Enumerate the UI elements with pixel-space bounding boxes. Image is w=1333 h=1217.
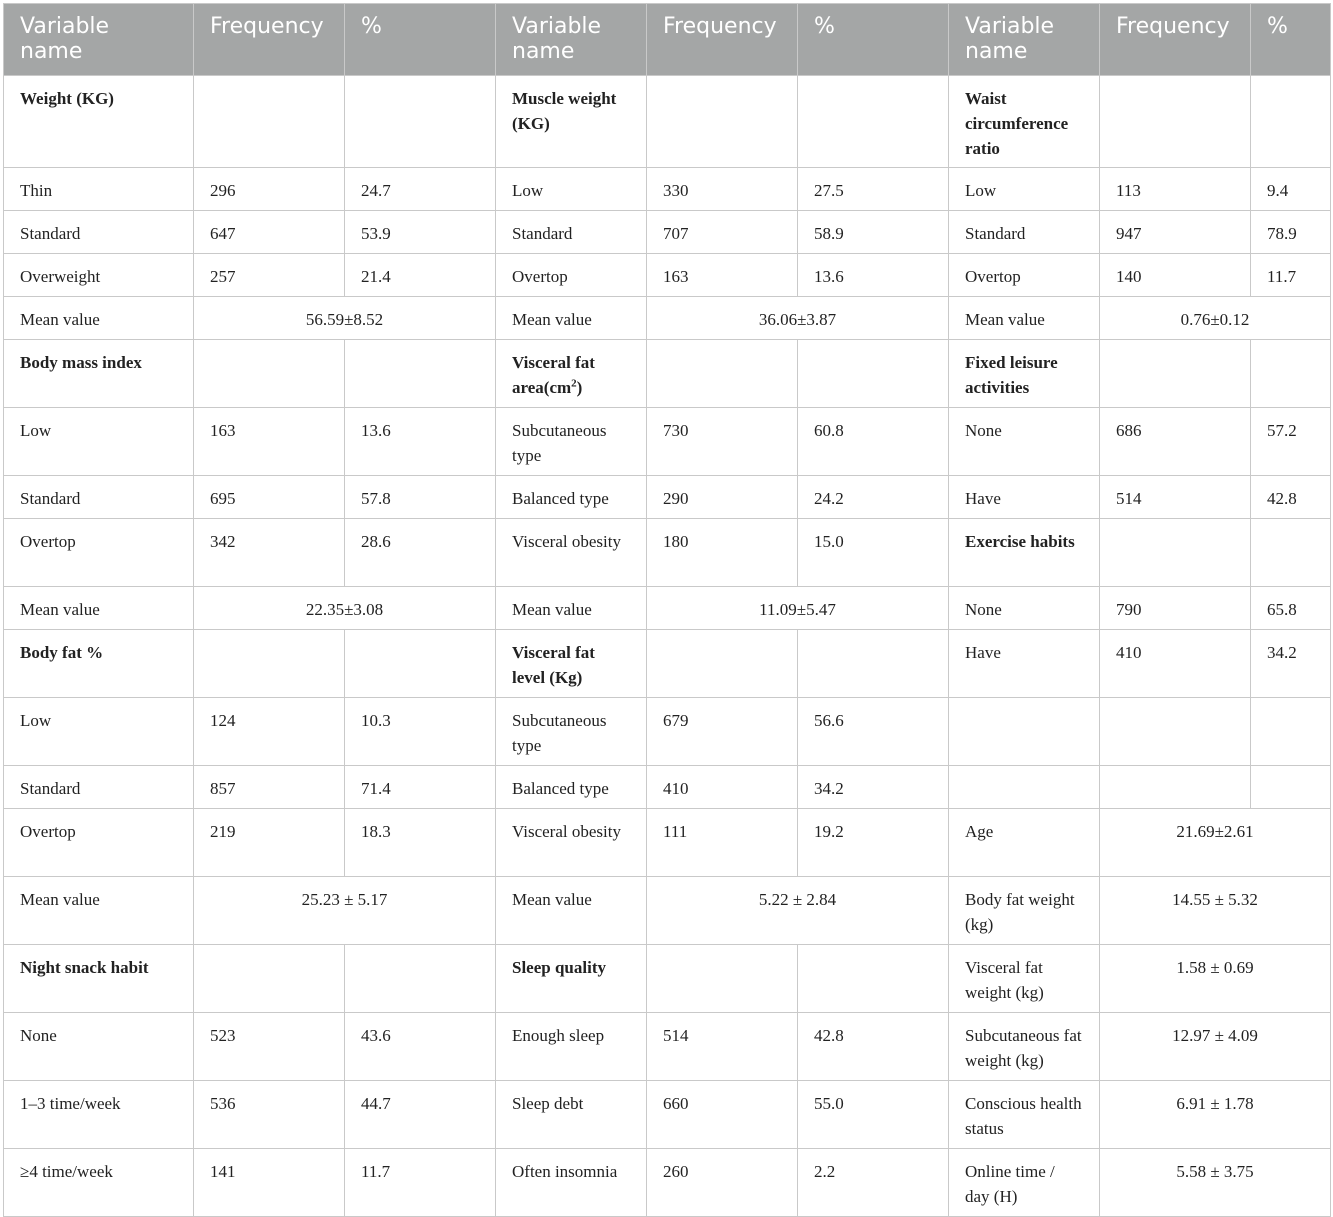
- table-cell: ≥4 time/week: [4, 1149, 194, 1217]
- data-table: [3, 3, 1331, 1217]
- table-cell: [345, 340, 496, 408]
- table-cell: 57.8: [345, 476, 496, 519]
- table-cell: 180: [647, 519, 798, 587]
- table-cell: [345, 630, 496, 698]
- table-cell: Mean value: [496, 587, 647, 630]
- table-cell: Body mass index: [4, 340, 194, 408]
- table-cell: [647, 76, 798, 168]
- table-cell: 43.6: [345, 1013, 496, 1081]
- table-cell: [194, 630, 345, 698]
- table-cell: 19.2: [798, 809, 949, 877]
- table-cell: Low: [4, 408, 194, 476]
- table-cell: 13.6: [345, 408, 496, 476]
- table-cell: Have: [949, 630, 1100, 698]
- table-cell: 219: [194, 809, 345, 877]
- table-cell: 71.4: [345, 766, 496, 809]
- table-cell: 730: [647, 408, 798, 476]
- table-header: [4, 4, 1331, 76]
- table-cell: 1–3 time/week: [4, 1081, 194, 1149]
- column-header: Variable name: [949, 4, 1100, 76]
- table-cell: [1100, 519, 1251, 587]
- table-cell: 9.4: [1251, 168, 1331, 211]
- table-row: [4, 254, 1331, 297]
- table-cell: 42.8: [1251, 476, 1331, 519]
- table-cell: 11.7: [1251, 254, 1331, 297]
- table-cell: Visceral fat $area(cm^2)$: [496, 340, 647, 408]
- table-cell: 24.2: [798, 476, 949, 519]
- table-cell: None: [4, 1013, 194, 1081]
- table-cell: [345, 945, 496, 1013]
- table-cell: [1251, 698, 1331, 766]
- table-cell: Balanced type: [496, 766, 647, 809]
- table-cell: Visceral obesity: [496, 809, 647, 877]
- table-cell: 0.76±0.12: [1100, 297, 1331, 340]
- table-cell: 56.59±8.52: [194, 297, 496, 340]
- table-cell: 260: [647, 1149, 798, 1217]
- table-cell: [647, 945, 798, 1013]
- column-header: %: [345, 4, 496, 76]
- table-cell: 410: [1100, 630, 1251, 698]
- column-header: %: [1251, 4, 1331, 76]
- table-row: [4, 945, 1331, 1013]
- table-cell: 330: [647, 168, 798, 211]
- table-cell: 60.8: [798, 408, 949, 476]
- table-cell: 21.4: [345, 254, 496, 297]
- table-cell: 410: [647, 766, 798, 809]
- column-header: Variable name: [4, 4, 194, 76]
- table-row: [4, 76, 1331, 168]
- column-header: Frequency: [1100, 4, 1251, 76]
- superscript: 2: [571, 377, 577, 390]
- table-cell: 34.2: [1251, 630, 1331, 698]
- table-cell: 141: [194, 1149, 345, 1217]
- table-cell: 78.9: [1251, 211, 1331, 254]
- table-cell: [949, 766, 1100, 809]
- table-cell: Muscle weight (KG): [496, 76, 647, 168]
- table-cell: 53.9: [345, 211, 496, 254]
- table-cell: Standard: [4, 766, 194, 809]
- table-cell: 58.9: [798, 211, 949, 254]
- table-cell: 14.55 ± 5.32: [1100, 877, 1331, 945]
- table-cell: 36.06±3.87: [647, 297, 949, 340]
- table-cell: [1100, 766, 1251, 809]
- table-cell: 11.09±5.47: [647, 587, 949, 630]
- table-cell: Balanced type: [496, 476, 647, 519]
- table-cell: 25.23 ± 5.17: [194, 877, 496, 945]
- table-cell: 514: [647, 1013, 798, 1081]
- table-cell: Overtop: [4, 809, 194, 877]
- table-cell: [194, 945, 345, 1013]
- table-cell: 12.97 ± 4.09: [1100, 1013, 1331, 1081]
- table-cell: Standard: [949, 211, 1100, 254]
- table-cell: 947: [1100, 211, 1251, 254]
- table-cell: Mean value: [949, 297, 1100, 340]
- table-cell: Subcutaneous type: [496, 698, 647, 766]
- table-cell: 57.2: [1251, 408, 1331, 476]
- table-cell: 13.6: [798, 254, 949, 297]
- table-cell: Online time / day (H): [949, 1149, 1100, 1217]
- table-cell: Have: [949, 476, 1100, 519]
- table-cell: 22.35±3.08: [194, 587, 496, 630]
- table-cell: Overtop: [496, 254, 647, 297]
- table-cell: Weight (KG): [4, 76, 194, 168]
- column-header: Variable name: [496, 4, 647, 76]
- table-cell: [798, 340, 949, 408]
- table-cell: 2.2: [798, 1149, 949, 1217]
- cell-suffix: ): [576, 378, 583, 397]
- table-cell: Mean value: [496, 297, 647, 340]
- table-cell: Standard: [496, 211, 647, 254]
- table-cell: 18.3: [345, 809, 496, 877]
- table-cell: 707: [647, 211, 798, 254]
- table-cell: 56.6: [798, 698, 949, 766]
- table-body: [4, 76, 1331, 1217]
- table-cell: Night snack habit: [4, 945, 194, 1013]
- table-cell: 140: [1100, 254, 1251, 297]
- table-cell: 65.8: [1251, 587, 1331, 630]
- table-cell: Thin: [4, 168, 194, 211]
- table-cell: 111: [647, 809, 798, 877]
- table-cell: 695: [194, 476, 345, 519]
- table-cell: Standard: [4, 476, 194, 519]
- table-cell: Exercise habits: [949, 519, 1100, 587]
- table-cell: [194, 340, 345, 408]
- table-cell: [194, 76, 345, 168]
- table-cell: 21.69±2.61: [1100, 809, 1331, 877]
- table-cell: Overtop: [4, 519, 194, 587]
- table-cell: Mean value: [4, 587, 194, 630]
- table-cell: Subcutaneous fat weight (kg): [949, 1013, 1100, 1081]
- table-cell: 290: [647, 476, 798, 519]
- table-cell: Mean value: [4, 877, 194, 945]
- table-cell: [1251, 766, 1331, 809]
- table-cell: 6.91 ± 1.78: [1100, 1081, 1331, 1149]
- table-cell: 113: [1100, 168, 1251, 211]
- table-cell: Mean value: [496, 877, 647, 945]
- column-header: %: [798, 4, 949, 76]
- table-cell: 10.3: [345, 698, 496, 766]
- table-cell: 27.5: [798, 168, 949, 211]
- table-cell: 34.2: [798, 766, 949, 809]
- table-cell: 686: [1100, 408, 1251, 476]
- table-cell: [1251, 76, 1331, 168]
- table-cell: Visceral obesity: [496, 519, 647, 587]
- table-cell: Sleep debt: [496, 1081, 647, 1149]
- table-cell: Low: [949, 168, 1100, 211]
- table-cell: 647: [194, 211, 345, 254]
- table-row: [4, 1013, 1331, 1081]
- table-cell: [1100, 698, 1251, 766]
- table-cell: 163: [647, 254, 798, 297]
- table-cell: Mean value: [4, 297, 194, 340]
- table-cell: Standard: [4, 211, 194, 254]
- table-cell: [949, 698, 1100, 766]
- table-cell: None: [949, 408, 1100, 476]
- table-cell: 660: [647, 1081, 798, 1149]
- table-row: [4, 340, 1331, 408]
- table-cell: 5.58 ± 3.75: [1100, 1149, 1331, 1217]
- table-cell: [1100, 340, 1251, 408]
- table-cell: 679: [647, 698, 798, 766]
- table-cell: 5.22 ± 2.84: [647, 877, 949, 945]
- table-cell: None: [949, 587, 1100, 630]
- table-cell: 28.6: [345, 519, 496, 587]
- table-cell: 342: [194, 519, 345, 587]
- table-cell: [798, 945, 949, 1013]
- table-cell: Low: [496, 168, 647, 211]
- table-row: [4, 587, 1331, 630]
- table-cell: Fixed leisure activities: [949, 340, 1100, 408]
- table-cell: 163: [194, 408, 345, 476]
- table-cell: Visceral fat level (Kg): [496, 630, 647, 698]
- table-cell: 523: [194, 1013, 345, 1081]
- table-cell: Low: [4, 698, 194, 766]
- table-row: [4, 519, 1331, 587]
- table-cell: 257: [194, 254, 345, 297]
- table-row: [4, 877, 1331, 945]
- table-cell: 857: [194, 766, 345, 809]
- table-cell: 44.7: [345, 1081, 496, 1149]
- table-cell: 124: [194, 698, 345, 766]
- table-cell: [1100, 76, 1251, 168]
- table-cell: 296: [194, 168, 345, 211]
- table-cell: [798, 76, 949, 168]
- table-row: [4, 766, 1331, 809]
- column-header: Frequency: [194, 4, 345, 76]
- table-cell: [1251, 340, 1331, 408]
- table-cell: 24.7: [345, 168, 496, 211]
- table-cell: Visceral fat weight (kg): [949, 945, 1100, 1013]
- table-cell: Overtop: [949, 254, 1100, 297]
- table-cell: Body fat weight (kg): [949, 877, 1100, 945]
- table-cell: [647, 630, 798, 698]
- table-row: [4, 630, 1331, 698]
- table-cell: 42.8: [798, 1013, 949, 1081]
- table-cell: 11.7: [345, 1149, 496, 1217]
- table-cell: 790: [1100, 587, 1251, 630]
- table-cell: Overweight: [4, 254, 194, 297]
- table-cell: Conscious health status: [949, 1081, 1100, 1149]
- column-header: Frequency: [647, 4, 798, 76]
- table-cell: 1.58 ± 0.69: [1100, 945, 1331, 1013]
- table-row: [4, 809, 1331, 877]
- table-cell: Subcutaneous type: [496, 408, 647, 476]
- table-cell: [798, 630, 949, 698]
- table-cell: Enough sleep: [496, 1013, 647, 1081]
- table-cell: Sleep quality: [496, 945, 647, 1013]
- table-row: [4, 211, 1331, 254]
- table-row: [4, 1081, 1331, 1149]
- table-row: [4, 168, 1331, 211]
- table-cell: Often insomnia: [496, 1149, 647, 1217]
- table-cell: 55.0: [798, 1081, 949, 1149]
- table-cell: Age: [949, 809, 1100, 877]
- table-cell: 536: [194, 1081, 345, 1149]
- table-row: [4, 698, 1331, 766]
- table-cell: [345, 76, 496, 168]
- table-cell: Waist circumference ratio: [949, 76, 1100, 168]
- table-cell: [647, 340, 798, 408]
- table-cell: 514: [1100, 476, 1251, 519]
- table-cell: Body fat %: [4, 630, 194, 698]
- table-cell: 15.0: [798, 519, 949, 587]
- table-row: [4, 1149, 1331, 1217]
- table-cell: [1251, 519, 1331, 587]
- table-row: [4, 408, 1331, 476]
- table-row: [4, 297, 1331, 340]
- table-row: [4, 476, 1331, 519]
